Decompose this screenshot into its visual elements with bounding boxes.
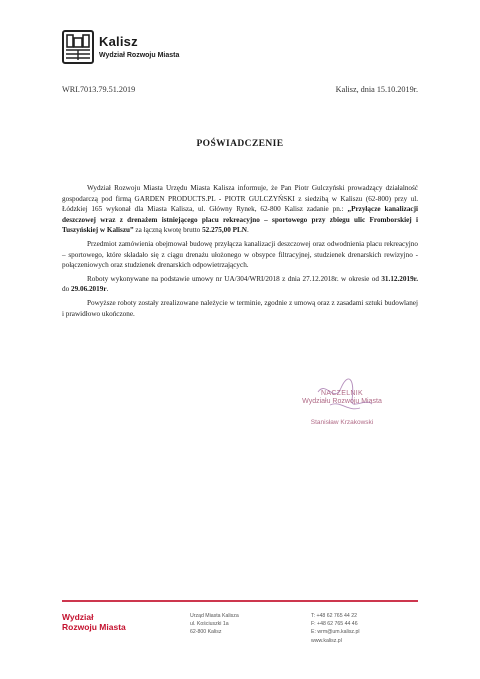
stamp-title: NACZELNIK bbox=[321, 390, 363, 397]
paragraph-1: Wydział Rozwoju Miasta Urzędu Miasta Kalisza informuje, że Pan Piotr Gulczyński prowadzący działalność gospodarczą pod firmą GARDEN PRODUCTS.PL - PIOTR GULCZYŃSKI z siedzibą w Kaliszu (62-800) przy ul. Łódzkiej 165 wykonał dla Miasta Kalisza, ul. Główny Rynek, 62-800 Kalisz zadanie pn.: „Przyłącze kanalizacji deszczowej wraz z drenażem istniejącego placu rekreacyjno – sportowego przy zbiegu ulic Fromborskiej i Tuszyńskiej w Kaliszu” za łączną kwotę brutto 52.275,00 PLN. bbox=[62, 184, 418, 235]
footer-address-line: Urząd Miasta Kalisza bbox=[190, 613, 239, 619]
footer-address-line: 62-800 Kalisz bbox=[190, 629, 222, 636]
reference-number: WRI.7013.79.51.2019 bbox=[62, 85, 136, 94]
logo-department-name: Wydział Rozwoju Miasta bbox=[99, 51, 180, 59]
paragraph-3: Roboty wykonywane na podstawie umowy nr UA/304/WRI/2018 z dnia 27.12.2018r. w okresie od 31.12.2019r. do 29.06.2019r. bbox=[62, 274, 418, 294]
stamp-department: Wydziału Rozwoju Miasta bbox=[302, 398, 382, 405]
paragraph-2: Przedmiot zamówienia obejmował budowę przyłącza kanalizacji deszczowej oraz odwodnienia placu rekreacyjno – sportowego, które składało się z ciągu drenażu ułożonego w obsypce filtracyjnej, studzienek drenarskich rewizyjno - połączeniowych oraz studzienek drenarskich odpowietrzających. bbox=[62, 239, 418, 270]
footer-address-line: ul. Kościuszki 1a bbox=[190, 621, 229, 628]
place-and-date: Kalisz, dnia 15.10.2019r. bbox=[335, 85, 418, 94]
paragraph-4: Powyższe roboty zostały zrealizowane należycie w terminie, zgodnie z umową oraz z zasadami sztuki budowlanej i prawidłowo ukończone. bbox=[62, 298, 418, 318]
document-title: POŚWIADCZENIE bbox=[196, 139, 284, 149]
stamp-name: Stanisław Krzakowski bbox=[310, 419, 374, 426]
footer-address bbox=[190, 612, 239, 637]
footer-contact bbox=[311, 612, 360, 645]
footer-brand: Wydział Rozwoju Miasta bbox=[62, 612, 126, 632]
footer-divider bbox=[62, 600, 418, 602]
footer-email: E: wrm@um.kalisz.pl bbox=[311, 629, 360, 636]
logo-city-name: Kalisz bbox=[99, 33, 138, 49]
footer-website: www.kalisz.pl bbox=[311, 637, 342, 644]
footer-phone: T: +48 62 765 44 22 bbox=[311, 613, 358, 619]
footer-fax: F: +48 62 765 44 46 bbox=[311, 621, 358, 628]
